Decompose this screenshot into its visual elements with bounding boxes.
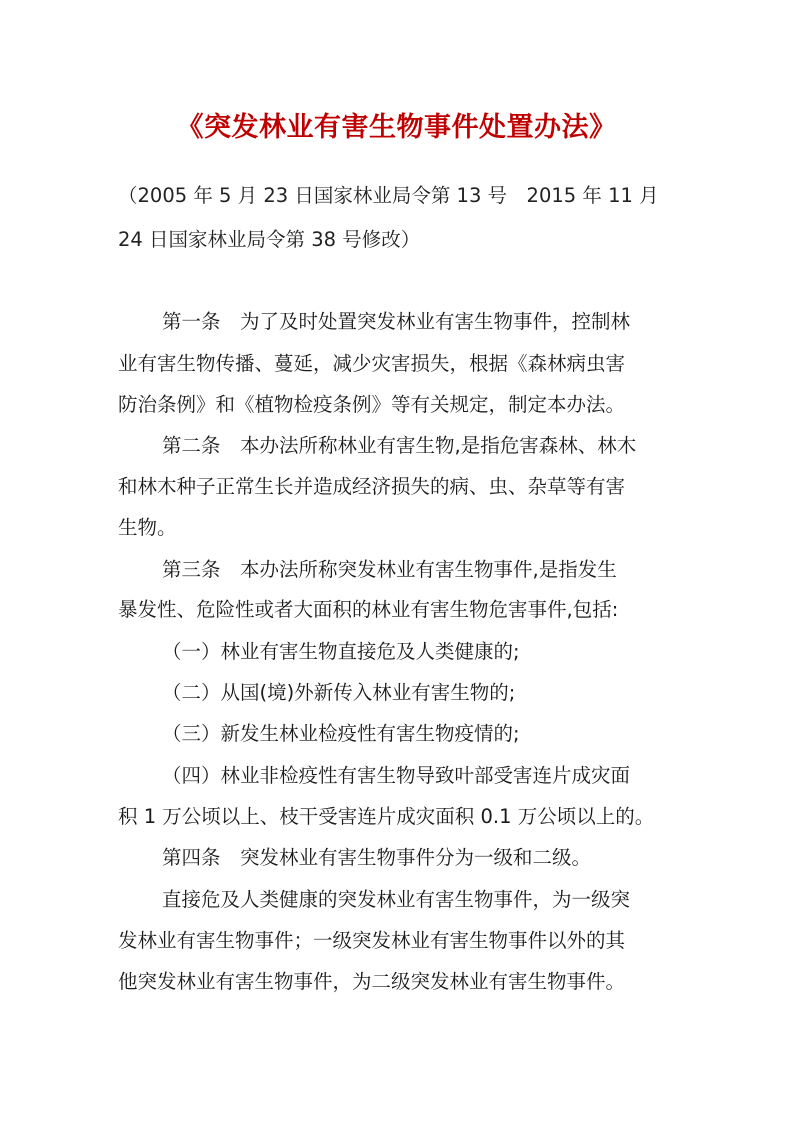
subtitle-line-1: （2005 年 5 月 23 日国家林业局令第 13 号 2015 年 11 月 [118,184,659,207]
article-3-item-3: （三）新发生林业检疫性有害生物疫情的; [162,722,520,745]
document-title: 《突发林业有害生物事件处置办法》 [176,112,617,143]
article-3-item-1: （一）林业有害生物直接危及人类健康的; [162,640,520,663]
article-3-item-4-line-1: （四）林业非检疫性有害生物导致叶部受害连片成灾面 [162,764,631,787]
article-3-line-2: 暴发性、危险性或者大面积的林业有害生物危害事件,包括: [118,598,619,621]
article-2-line-1: 第二条 本办法所称林业有害生物,是指危害森林、林木 [162,434,637,457]
article-3-line-1: 第三条 本办法所称突发林业有害生物事件,是指发生 [162,558,617,581]
article-4-line-2: 直接危及人类健康的突发林业有害生物事件，为一级突 [162,888,631,911]
article-4-line-1: 第四条 突发林业有害生物事件分为一级和二级。 [162,846,592,869]
article-2-line-3: 生物。 [118,516,177,539]
article-3-item-4-line-2: 积 1 万公顷以上、枝干受害连片成灾面积 0.1 万公顷以上的。 [118,805,655,828]
article-3-item-2: （二）从国(境)外新传入林业有害生物的; [162,681,516,704]
article-2-line-2: 和林木种子正常生长并造成经济损失的病、虫、杂草等有害 [118,475,626,498]
article-1-line-2: 业有害生物传播、蔓延，减少灾害损失，根据《森林病虫害 [118,352,626,375]
article-4-line-3: 发林业有害生物事件；一级突发林业有害生物事件以外的其 [118,929,626,952]
article-4-line-4: 他突发林业有害生物事件，为二级突发林业有害生物事件。 [118,970,626,993]
subtitle-line-2: 24 日国家林业局令第 38 号修改） [118,228,421,251]
article-1-line-3: 防治条例》和《植物检疫条例》等有关规定，制定本办法。 [118,393,626,416]
article-1-line-1: 第一条 为了及时处置突发林业有害生物事件，控制林 [162,310,631,333]
